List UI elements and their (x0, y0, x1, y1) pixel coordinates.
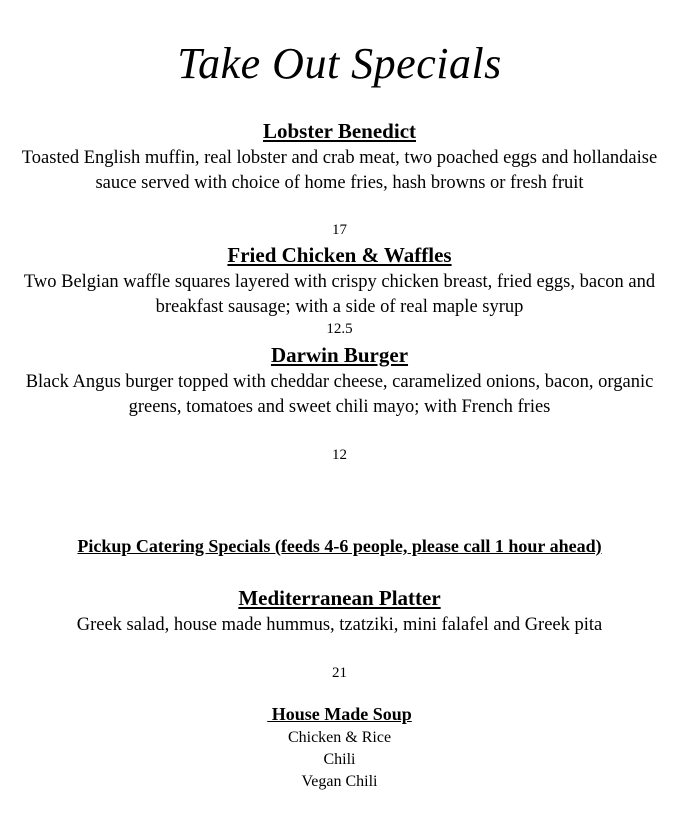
soup-option-chicken-rice: Chicken & Rice (287, 729, 392, 746)
catering-price-mediterranean-platter: 21 (332, 665, 347, 681)
page-title: Take Out Specials (177, 39, 502, 88)
catering-name-mediterranean-platter: Mediterranean Platter (238, 586, 441, 610)
soup-option-chili: Chili (323, 751, 356, 768)
special-price-lobster-benedict: 17 (332, 222, 347, 238)
special-description-darwin-burger: Black Angus burger topped with cheddar cheese, caramelized onions, bacon, organic greens, tomatoes and sweet chili mayo; with French fries (25, 372, 654, 417)
special-name-darwin-burger: Darwin Burger (270, 343, 409, 367)
special-name-lobster-benedict: Lobster Benedict (262, 119, 417, 143)
soup-option-vegan-chili: Vegan Chili (301, 773, 378, 790)
special-description-lobster-benedict: Toasted English muffin, real lobster and crab meat, two poached eggs and hollandaise sauce served with choice of home fries, hash browns or fresh fruit (21, 148, 658, 193)
special-name-fried-chicken-waffles: Fried Chicken & Waffles (227, 243, 452, 267)
catering-heading: Pickup Catering Specials (feeds 4-6 people, please call 1 hour ahead) (77, 536, 602, 556)
special-price-darwin-burger: 12 (332, 447, 347, 463)
special-description-fried-chicken-waffles: Two Belgian waffle squares layered with crispy chicken breast, fried eggs, bacon and breakfast sausage; with a side of real maple syrup (23, 272, 656, 317)
catering-description-mediterranean-platter: Greek salad, house made hummus, tzatziki, mini falafel and Greek pita (76, 615, 603, 635)
special-price-fried-chicken-waffles: 12.5 (326, 321, 353, 337)
soup-heading: House Made Soup (267, 704, 412, 724)
